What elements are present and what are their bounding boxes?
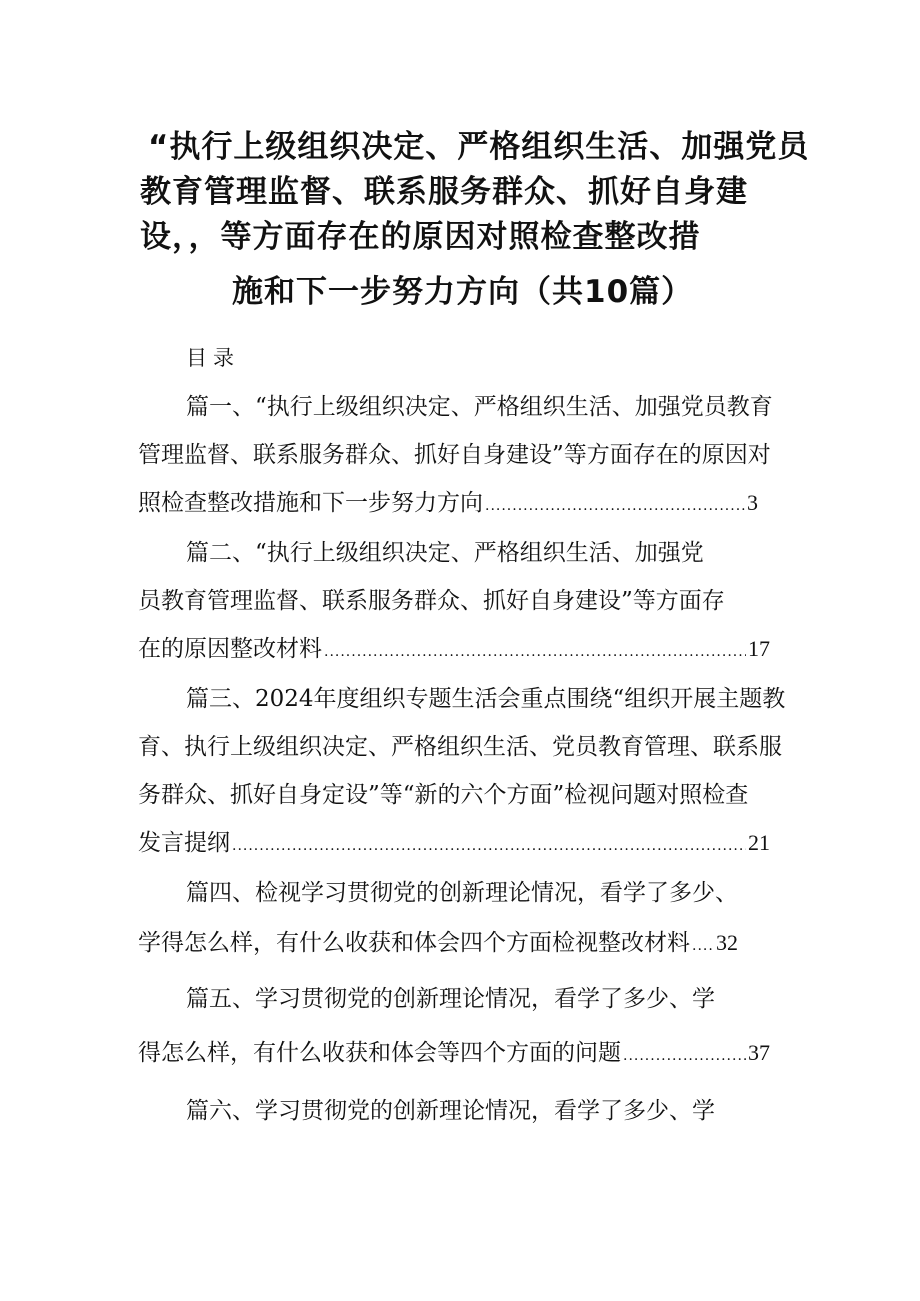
- toc-entry-3-text: 发言提纲: [138, 830, 230, 856]
- toc-entry-4-text: 学得怎么样，有什么收获和体会四个方面检视整改材料: [138, 930, 690, 956]
- toc-entry-4-last-line[interactable]: [138, 928, 738, 961]
- toc-entry-6-line-1: 篇六、学习贯彻党的创新理论情况，看学了多少、学: [186, 1098, 715, 1124]
- leader-dots: [623, 1041, 746, 1071]
- toc-entry-2-line-1: 篇二、“执行上级组织决定、严格组织生活、加强党: [186, 540, 704, 566]
- toc-entry-1-line-2: 管理监督、联系服务群众、抓好自身建设”等方面存在的原因对: [138, 442, 771, 468]
- toc-entry-2-last-line[interactable]: [138, 634, 770, 667]
- toc-entry-1-last-line[interactable]: [138, 488, 758, 521]
- toc-entry-5-text: 得怎么样，有什么收获和体会等四个方面的问题: [138, 1040, 621, 1066]
- leader-dots: [324, 637, 746, 667]
- toc-entry-2-page: 17: [748, 636, 770, 661]
- document-title-line-1: “执行上级组织决定、严格组织生活、加强党员: [148, 129, 810, 165]
- toc-heading: 目录: [186, 346, 240, 370]
- leader-dots: [232, 831, 746, 861]
- document-title-line-4: 施和下一步努力方向（共10篇）: [232, 274, 694, 310]
- toc-entry-5-last-line[interactable]: [138, 1038, 770, 1071]
- document-title-line-3: 设，，等方面存在的原因对照检查整改措: [140, 219, 701, 255]
- toc-entry-4-page: 32: [716, 930, 738, 955]
- toc-entry-3-line-2: 育、执行上级组织决定、严格组织生活、党员教育管理、联系服: [138, 734, 782, 760]
- toc-entry-3-line-1: 篇三、2024年度组织专题生活会重点围绕“组织开展主题教: [186, 686, 786, 712]
- toc-entry-3-last-line[interactable]: [138, 828, 770, 861]
- toc-entry-4-line-1: 篇四、检视学习贯彻党的创新理论情况，看学了多少、: [186, 880, 738, 906]
- toc-entry-2-line-2: 员教育管理监督、联系服务群众、抓好自身建设”等方面存: [138, 588, 725, 614]
- document-title-line-2: 教育管理监督、联系服务群众、抓好自身建: [140, 174, 748, 210]
- toc-entry-2-text: 在的原因整改材料: [138, 636, 322, 662]
- toc-entry-1-line-1: 篇一、“执行上级组织决定、严格组织生活、加强党员教育: [186, 394, 773, 420]
- toc-entry-3-page: 21: [748, 830, 770, 855]
- toc-entry-5-line-1: 篇五、学习贯彻党的创新理论情况，看学了多少、学: [186, 986, 715, 1012]
- toc-entry-3-line-3: 务群众、抓好自身定设”等“新的六个方面”检视问题对照检查: [138, 782, 749, 808]
- leader-dots: [692, 931, 714, 961]
- toc-entry-1-page: 3: [747, 490, 758, 515]
- toc-entry-5-page: 37: [748, 1040, 770, 1065]
- toc-entry-1-text: 照检查整改措施和下一步努力方向: [138, 490, 483, 516]
- leader-dots: [485, 491, 745, 521]
